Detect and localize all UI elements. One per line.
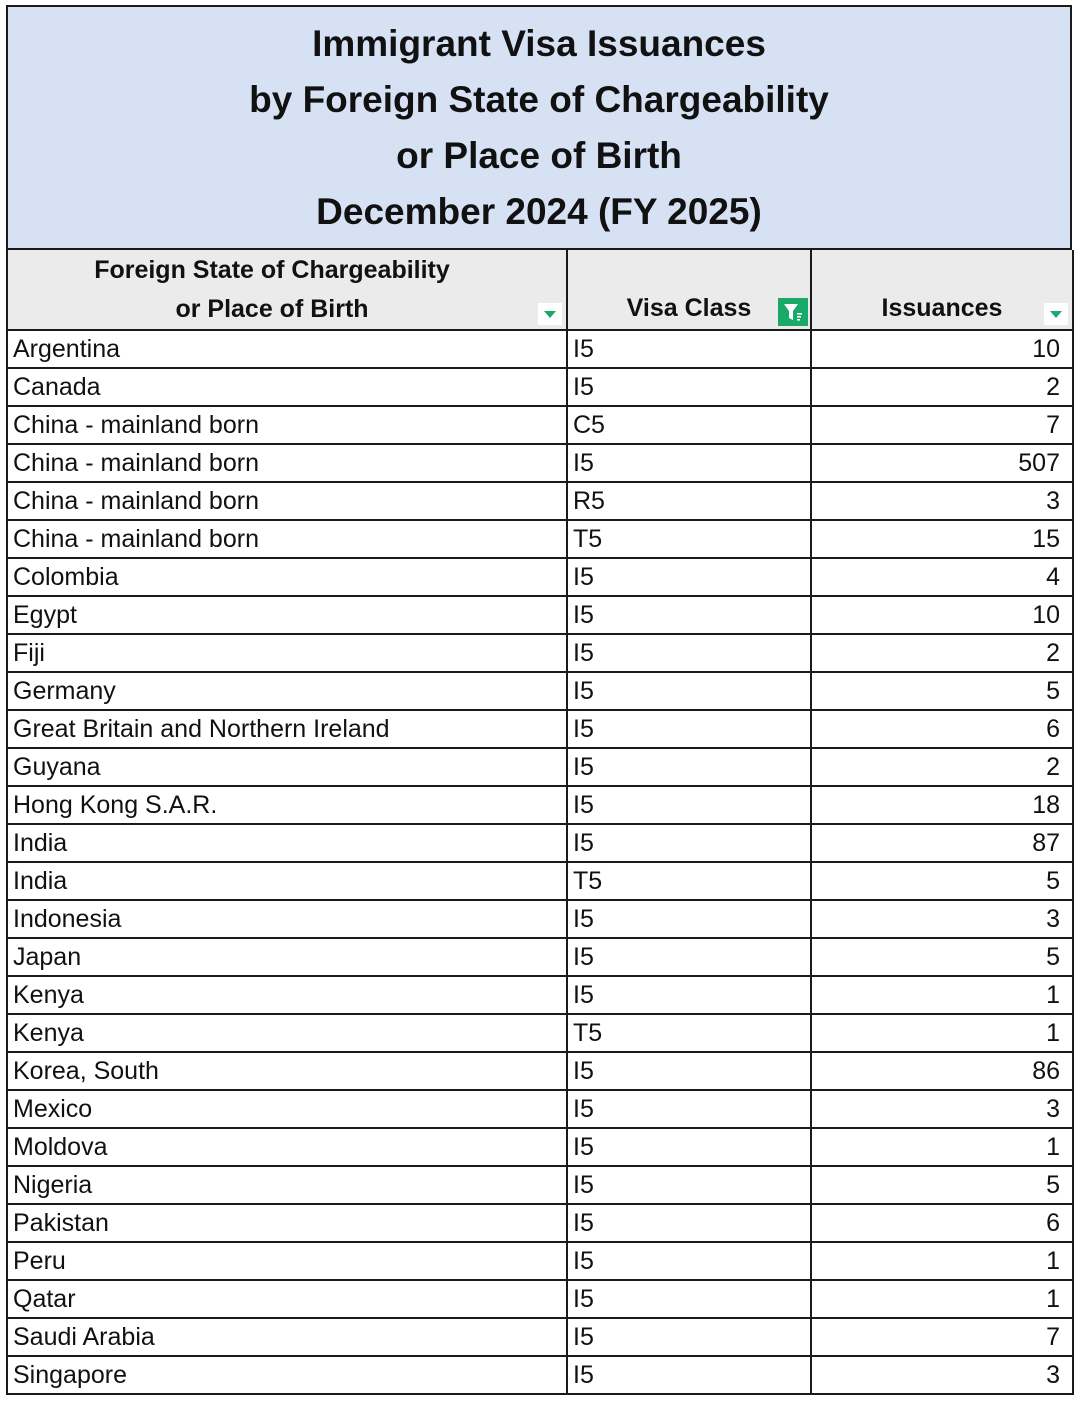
issuances-cell[interactable]: 2: [811, 368, 1073, 406]
visa-class-cell[interactable]: I5: [567, 976, 811, 1014]
table-row: [7, 520, 1073, 558]
country-cell[interactable]: Argentina: [7, 330, 567, 368]
visa-class-cell[interactable]: I5: [567, 596, 811, 634]
title-line-2: by Foreign State of Chargeability: [249, 78, 829, 120]
issuances-cell[interactable]: 18: [811, 786, 1073, 824]
column-header-issuances[interactable]: [811, 250, 1073, 330]
issuances-cell[interactable]: 6: [811, 710, 1073, 748]
issuances-cell[interactable]: 3: [811, 900, 1073, 938]
visa-class-cell[interactable]: C5: [567, 406, 811, 444]
country-cell[interactable]: Kenya: [7, 1014, 567, 1052]
country-cell[interactable]: Guyana: [7, 748, 567, 786]
country-cell[interactable]: Hong Kong S.A.R.: [7, 786, 567, 824]
visa-class-cell[interactable]: T5: [567, 862, 811, 900]
issuances-cell[interactable]: 5: [811, 672, 1073, 710]
issuances-cell[interactable]: 507: [811, 444, 1073, 482]
country-cell[interactable]: Great Britain and Northern Ireland: [7, 710, 567, 748]
visa-class-cell[interactable]: I5: [567, 710, 811, 748]
issuances-cell[interactable]: 2: [811, 634, 1073, 672]
table-row: [7, 444, 1073, 482]
country-cell[interactable]: Canada: [7, 368, 567, 406]
issuances-cell[interactable]: 2: [811, 748, 1073, 786]
visa-class-cell[interactable]: I5: [567, 1280, 811, 1318]
issuances-cell[interactable]: 10: [811, 330, 1073, 368]
country-cell[interactable]: Mexico: [7, 1090, 567, 1128]
country-cell[interactable]: China - mainland born: [7, 444, 567, 482]
table-row: [7, 1166, 1073, 1204]
country-cell[interactable]: Peru: [7, 1242, 567, 1280]
title-line-1: Immigrant Visa Issuances: [312, 22, 766, 64]
table-row: [7, 330, 1073, 368]
table-row: [7, 786, 1073, 824]
country-cell[interactable]: Colombia: [7, 558, 567, 596]
table-row: [7, 748, 1073, 786]
visa-class-cell[interactable]: I5: [567, 1090, 811, 1128]
visa-class-cell[interactable]: R5: [567, 482, 811, 520]
country-cell[interactable]: Fiji: [7, 634, 567, 672]
column-header-visa-class-label: Visa Class: [626, 293, 752, 322]
issuances-cell[interactable]: 1: [811, 1014, 1073, 1052]
country-cell[interactable]: Singapore: [7, 1356, 567, 1394]
issuances-cell[interactable]: 3: [811, 1090, 1073, 1128]
table-row: [7, 938, 1073, 976]
table-row: [7, 976, 1073, 1014]
table-row: [7, 1128, 1073, 1166]
table-row: [7, 1052, 1073, 1090]
column-header-country-line2: or Place of Birth: [175, 294, 369, 323]
title-line-4: December 2024 (FY 2025): [316, 190, 762, 232]
data-table: [6, 250, 1074, 1395]
dropdown-arrow-icon: [543, 309, 557, 319]
country-cell[interactable]: Saudi Arabia: [7, 1318, 567, 1356]
country-cell[interactable]: India: [7, 862, 567, 900]
table-row: [7, 634, 1073, 672]
visa-class-cell[interactable]: I5: [567, 900, 811, 938]
visa-class-cell[interactable]: I5: [567, 1356, 811, 1394]
country-cell[interactable]: India: [7, 824, 567, 862]
visa-class-cell[interactable]: I5: [567, 1318, 811, 1356]
country-cell[interactable]: China - mainland born: [7, 406, 567, 444]
issuances-cell[interactable]: 7: [811, 406, 1073, 444]
table-row: [7, 1242, 1073, 1280]
visa-class-cell[interactable]: T5: [567, 520, 811, 558]
table-row: [7, 824, 1073, 862]
visa-class-cell[interactable]: I5: [567, 1204, 811, 1242]
table-row: [7, 900, 1073, 938]
dropdown-arrow-icon: [1049, 309, 1063, 319]
table-row: [7, 1204, 1073, 1242]
title-line-3: or Place of Birth: [396, 134, 682, 176]
issuances-cell[interactable]: 5: [811, 862, 1073, 900]
visa-class-cell[interactable]: I5: [567, 672, 811, 710]
header-row: [7, 250, 1073, 330]
table-row: [7, 482, 1073, 520]
visa-class-cell[interactable]: I5: [567, 444, 811, 482]
country-cell[interactable]: Egypt: [7, 596, 567, 634]
table-row: [7, 710, 1073, 748]
country-cell[interactable]: Moldova: [7, 1128, 567, 1166]
visa-class-cell[interactable]: I5: [567, 1166, 811, 1204]
country-cell[interactable]: Indonesia: [7, 900, 567, 938]
issuances-cell[interactable]: 10: [811, 596, 1073, 634]
table-row: [7, 1280, 1073, 1318]
table-row: [7, 1014, 1073, 1052]
table-row: [7, 368, 1073, 406]
title-cell[interactable]: [6, 5, 1072, 250]
issuances-cell[interactable]: 6: [811, 1204, 1073, 1242]
visa-class-cell[interactable]: I5: [567, 330, 811, 368]
country-cell[interactable]: China - mainland born: [7, 520, 567, 558]
table-row: [7, 672, 1073, 710]
visa-class-cell[interactable]: I5: [567, 1052, 811, 1090]
country-cell[interactable]: Kenya: [7, 976, 567, 1014]
filter-active-icon: [782, 301, 804, 323]
country-cell[interactable]: Qatar: [7, 1280, 567, 1318]
visa-class-cell[interactable]: I5: [567, 634, 811, 672]
table-row: [7, 596, 1073, 634]
column-header-visa-class[interactable]: [567, 250, 811, 330]
country-cell[interactable]: Korea, South: [7, 1052, 567, 1090]
visa-class-cell[interactable]: I5: [567, 558, 811, 596]
country-filter-button[interactable]: [538, 303, 562, 325]
country-cell[interactable]: Pakistan: [7, 1204, 567, 1242]
table-row: [7, 1318, 1073, 1356]
visa-class-cell[interactable]: I5: [567, 938, 811, 976]
issuances-cell[interactable]: 1: [811, 1128, 1073, 1166]
table-row: [7, 1356, 1073, 1394]
visa-class-cell[interactable]: I5: [567, 1128, 811, 1166]
column-header-country-line1: Foreign State of Chargeability: [94, 255, 450, 284]
issuances-cell[interactable]: 1: [811, 976, 1073, 1014]
issuances-cell[interactable]: 5: [811, 938, 1073, 976]
column-header-country[interactable]: [7, 250, 567, 330]
table-row: [7, 406, 1073, 444]
issuances-cell[interactable]: 15: [811, 520, 1073, 558]
visa-class-cell[interactable]: I5: [567, 748, 811, 786]
visa-class-cell[interactable]: I5: [567, 824, 811, 862]
issuances-cell[interactable]: 7: [811, 1318, 1073, 1356]
issuances-cell[interactable]: 3: [811, 1356, 1073, 1394]
issuances-cell[interactable]: 3: [811, 482, 1073, 520]
column-header-issuances-label: Issuances: [881, 293, 1003, 322]
table-row: [7, 862, 1073, 900]
issuances-cell[interactable]: 4: [811, 558, 1073, 596]
country-cell[interactable]: Japan: [7, 938, 567, 976]
visa-class-cell[interactable]: I5: [567, 786, 811, 824]
country-cell[interactable]: Nigeria: [7, 1166, 567, 1204]
issuances-cell[interactable]: 86: [811, 1052, 1073, 1090]
issuances-cell[interactable]: 5: [811, 1166, 1073, 1204]
issuances-filter-button[interactable]: [1044, 303, 1068, 325]
visa-class-cell[interactable]: I5: [567, 368, 811, 406]
country-cell[interactable]: Germany: [7, 672, 567, 710]
issuances-cell[interactable]: 87: [811, 824, 1073, 862]
issuances-cell[interactable]: 1: [811, 1242, 1073, 1280]
country-cell[interactable]: China - mainland born: [7, 482, 567, 520]
table-row: [7, 558, 1073, 596]
visa-class-cell[interactable]: T5: [567, 1014, 811, 1052]
issuances-cell[interactable]: 1: [811, 1280, 1073, 1318]
table-row: [7, 1090, 1073, 1128]
spreadsheet: [6, 5, 1072, 1395]
visa-class-cell[interactable]: I5: [567, 1242, 811, 1280]
visa-class-filter-button[interactable]: [778, 298, 808, 326]
